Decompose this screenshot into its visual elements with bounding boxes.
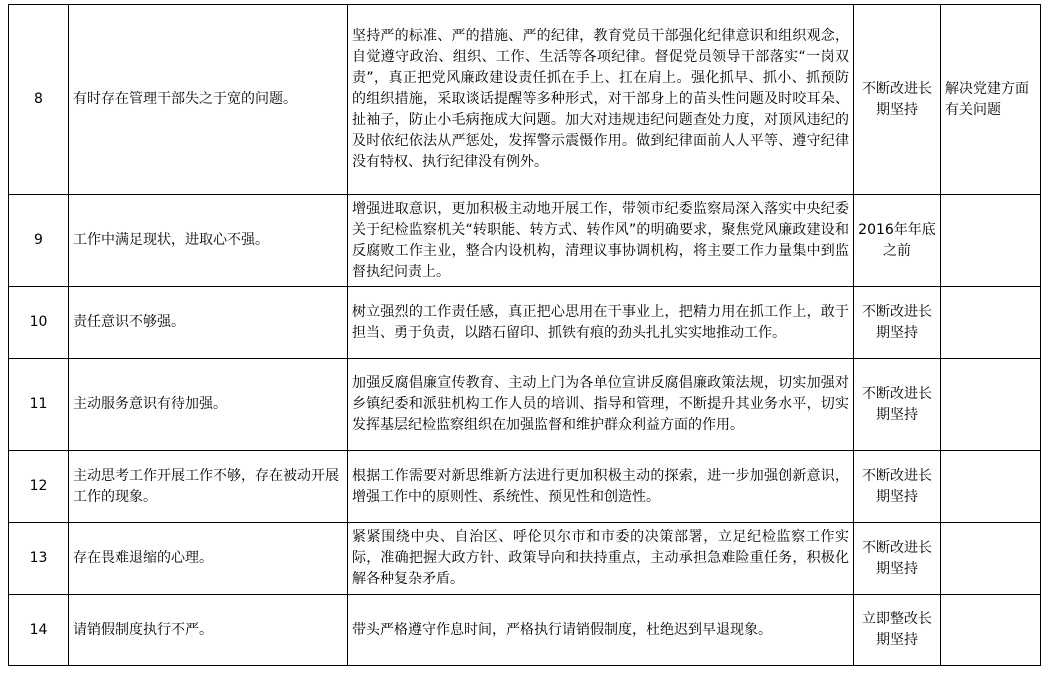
row-number: 14 (9, 595, 69, 666)
measure-text: 加强反腐倡廉宣传教育、主动上门为各单位宣讲反腐倡廉政策法规，切实加强对乡镇纪委和派驻机构工作人员的培训、指导和管理，不断提升其业务水平，切实发挥基层纪检监察组织在加强监督和维护群众利益方面的作用。 (348, 359, 854, 451)
measure-text: 紧紧围绕中央、自治区、呼伦贝尔市和市委的决策部署，立足纪检监察工作实际，准确把握大政方针、政策导向和扶持重点，主动承担急难险重任务，积极化解各种复杂矛盾。 (348, 523, 854, 595)
table-row (9, 5, 1041, 195)
table-row (9, 195, 1041, 287)
row-number: 11 (9, 359, 69, 451)
problem-text: 主动服务意识有待加强。 (69, 359, 348, 451)
measure-text: 带头严格遵守作息时间，严格执行请销假制度，杜绝迟到早退现象。 (348, 595, 854, 666)
measure-text: 根据工作需要对新思维新方法进行更加积极主动的探索，进一步加强创新意识，增强工作中的原则性、系统性、预见性和创造性。 (348, 451, 854, 523)
measure-text: 树立强烈的工作责任感，真正把心思用在干事业上，把精力用在抓工作上，敢于担当、勇于负责，以踏石留印、抓铁有痕的劲头扎扎实实地推动工作。 (348, 287, 854, 359)
timeframe-text: 立即整改长期坚持 (854, 595, 941, 666)
note-text (941, 523, 1041, 595)
table-row (9, 287, 1041, 359)
timeframe-text: 2016年年底之前 (854, 195, 941, 287)
timeframe-text: 不断改进长期坚持 (854, 5, 941, 195)
note-text (941, 595, 1041, 666)
measure-text: 坚持严的标准、严的措施、严的纪律，教育党员干部强化纪律意识和组织观念，自觉遵守政治、组织、工作、生活等各项纪律。督促党员领导干部落实“一岗双责”，真正把党风廉政建设责任抓在手上、扛在肩上。强化抓早、抓小、抓预防的组织措施，采取谈话提醒等多种形式，对干部身上的苗头性问题及时咬耳朵、扯袖子，防止小毛病拖成大问题。加大对违规违纪问题查处力度，对顶风违纪的及时依纪依法从严惩处，发挥警示震慑作用。做到纪律面前人人平等、遵守纪律没有特权、执行纪律没有例外。 (348, 5, 854, 195)
timeframe-text: 不断改进长期坚持 (854, 523, 941, 595)
note-text: 解决党建方面有关问题 (941, 5, 1041, 195)
measure-text: 增强进取意识，更加积极主动地开展工作，带领市纪委监察局深入落实中央纪委关于纪检监察机关“转职能、转方式、转作风”的明确要求，聚焦党风廉政建设和反腐败工作主业，整合内设机构，清理议事协调机构，将主要工作力量集中到监督执纪问责上。 (348, 195, 854, 287)
timeframe-text: 不断改进长期坚持 (854, 287, 941, 359)
problem-text: 责任意识不够强。 (69, 287, 348, 359)
note-text (941, 195, 1041, 287)
row-number: 12 (9, 451, 69, 523)
timeframe-text: 不断改进长期坚持 (854, 359, 941, 451)
note-text (941, 359, 1041, 451)
table-row (9, 451, 1041, 523)
rectification-table (8, 4, 1041, 666)
table-row (9, 359, 1041, 451)
table-row (9, 595, 1041, 666)
note-text (941, 451, 1041, 523)
problem-text: 主动思考工作开展工作不够，存在被动开展工作的现象。 (69, 451, 348, 523)
problem-text: 请销假制度执行不严。 (69, 595, 348, 666)
note-text (941, 287, 1041, 359)
row-number: 13 (9, 523, 69, 595)
problem-text: 有时存在管理干部失之于宽的问题。 (69, 5, 348, 195)
row-number: 9 (9, 195, 69, 287)
problem-text: 工作中满足现状，进取心不强。 (69, 195, 348, 287)
table-row (9, 523, 1041, 595)
problem-text: 存在畏难退缩的心理。 (69, 523, 348, 595)
timeframe-text: 不断改进长期坚持 (854, 451, 941, 523)
row-number: 8 (9, 5, 69, 195)
row-number: 10 (9, 287, 69, 359)
